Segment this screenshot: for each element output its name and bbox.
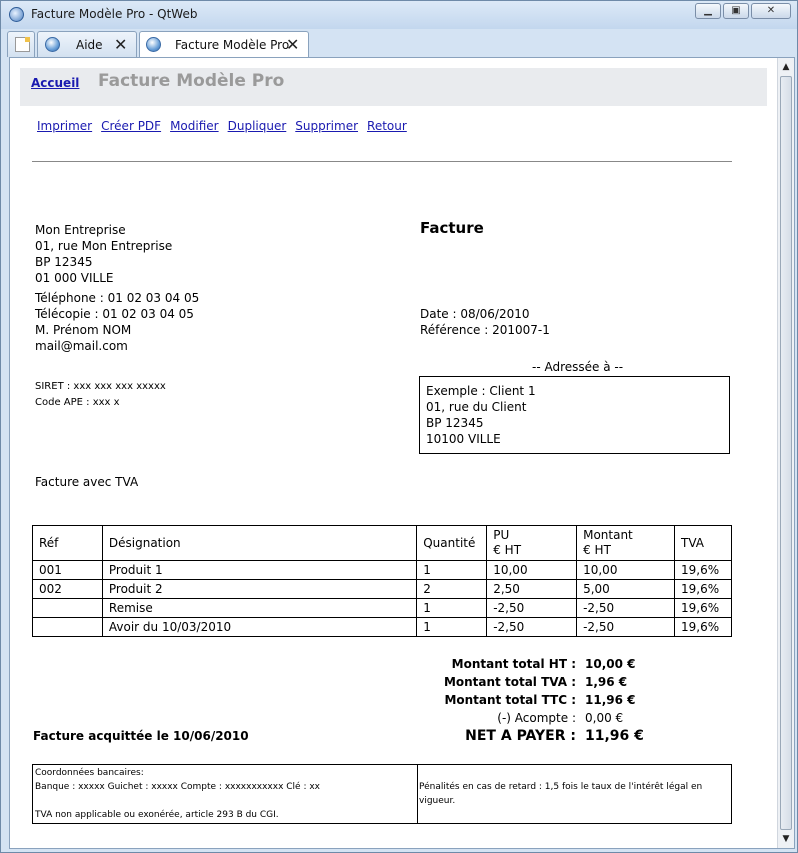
invoice-reference: Référence : 201007-1: [420, 323, 550, 337]
cell-ref: [33, 599, 103, 618]
company-phone: Téléphone : 01 02 03 04 05: [35, 291, 200, 305]
page-title: Facture Modèle Pro: [98, 71, 285, 91]
items-table: [32, 525, 732, 637]
qtweb-app-icon: [9, 7, 24, 22]
total-ttc-label: Montant total TTC :: [444, 693, 576, 707]
cell-quantity: 1: [417, 599, 487, 618]
tab-label: Aide: [76, 38, 103, 52]
net-to-pay-value: 11,96 €: [585, 728, 644, 744]
cell-designation: Produit 1: [102, 561, 416, 580]
bank-details: Banque : xxxxx Guichet : xxxxx Compte : xxxxxxxxxxx Clé : xx: [35, 782, 321, 792]
cell-tva: 19,6%: [674, 580, 731, 599]
company-siret: SIRET : xxx xxx xxx xxxxx: [35, 381, 166, 392]
scroll-up-icon[interactable]: ▲: [782, 62, 790, 72]
edit-link[interactable]: Modifier: [170, 119, 219, 133]
vertical-scrollbar[interactable]: [777, 58, 794, 848]
close-window-button[interactable]: ✕: [751, 3, 791, 19]
cell-tva: 19,6%: [674, 561, 731, 580]
net-to-pay-label: NET A PAYER :: [465, 728, 576, 744]
company-name: Mon Entreprise: [35, 223, 126, 237]
table-row: [33, 599, 732, 618]
cell-designation: Remise: [102, 599, 416, 618]
bank-title: Coordonnées bancaires:: [35, 768, 144, 778]
print-link[interactable]: Imprimer: [37, 119, 93, 133]
col-montant-line2: € HT: [583, 543, 611, 557]
cell-ref: [33, 618, 103, 637]
company-city: 01 000 VILLE: [35, 271, 114, 285]
scroll-thumb[interactable]: [780, 76, 792, 830]
page-header: [20, 68, 767, 106]
tva-note: Facture avec TVA: [35, 475, 139, 489]
paid-note: Facture acquittée le 10/06/2010: [33, 729, 249, 743]
cell-ref: 001: [33, 561, 103, 580]
client-address2: BP 12345: [426, 416, 484, 430]
close-tab-icon[interactable]: ✕: [114, 35, 128, 54]
company-contact: M. Prénom NOM: [35, 323, 132, 337]
penalties-cell: [418, 765, 732, 824]
cell-montant: -2,50: [577, 599, 675, 618]
company-ape: Code APE : xxx x: [35, 397, 120, 408]
invoice-title: Facture: [420, 219, 484, 237]
penalties-note: Pénalités en cas de retard : 1,5 fois le taux de l'intérêt légal en vigueur.: [419, 782, 703, 806]
total-tva-value: 1,96 €: [585, 675, 628, 689]
tab-aide[interactable]: [37, 31, 137, 57]
col-montant: [577, 526, 675, 561]
company-email: mail@mail.com: [35, 339, 128, 353]
col-ref: Réf: [33, 526, 103, 561]
acompte-value: 0,00 €: [585, 711, 624, 725]
company-address2: BP 12345: [35, 255, 93, 269]
tab-facture[interactable]: [139, 31, 309, 58]
minimize-button[interactable]: ▁: [695, 3, 721, 19]
new-page-icon: [15, 37, 30, 52]
invoice-page: [10, 58, 778, 848]
maximize-button[interactable]: ▣: [723, 3, 749, 19]
bank-details-cell: [33, 765, 418, 824]
cell-designation: Produit 2: [102, 580, 416, 599]
cell-quantity: 1: [417, 618, 487, 637]
cell-quantity: 1: [417, 561, 487, 580]
col-pu-line1: PU: [493, 528, 510, 542]
duplicate-link[interactable]: Dupliquer: [227, 119, 287, 133]
col-pu: [487, 526, 577, 561]
globe-icon: [45, 37, 60, 52]
col-tva: TVA: [674, 526, 731, 561]
client-city: 10100 VILLE: [426, 432, 501, 446]
total-ttc-value: 11,96 €: [585, 693, 636, 707]
company-address1: 01, rue Mon Entreprise: [35, 239, 173, 253]
client-name: Exemple : Client 1: [426, 384, 536, 398]
client-address-box: [419, 376, 730, 454]
home-link[interactable]: Accueil: [31, 76, 80, 90]
col-montant-line1: Montant: [583, 528, 633, 542]
tab-bar: [7, 31, 793, 57]
table-header-row: [33, 526, 732, 561]
back-link[interactable]: Retour: [367, 119, 407, 133]
delete-link[interactable]: Supprimer: [295, 119, 359, 133]
acompte-label: (-) Acompte :: [497, 711, 576, 725]
globe-icon: [146, 37, 161, 52]
new-tab-button[interactable]: [7, 31, 35, 57]
cell-montant: 5,00: [577, 580, 675, 599]
addressed-to-label: -- Adressée à --: [532, 360, 624, 374]
cell-pu: -2,50: [487, 618, 577, 637]
tva-exempt-note: TVA non applicable ou exonérée, article 293 B du CGI.: [35, 810, 279, 820]
title-bar: [1, 1, 797, 29]
tab-label: Facture Modèle Pro: [175, 38, 290, 52]
create-pdf-link[interactable]: Créer PDF: [101, 119, 162, 133]
page-viewport: [9, 57, 795, 849]
col-quantity: Quantité: [417, 526, 487, 561]
table-row: [33, 580, 732, 599]
footer-table: [32, 764, 732, 824]
cell-pu: -2,50: [487, 599, 577, 618]
company-fax: Télécopie : 01 02 03 04 05: [35, 307, 194, 321]
cell-ref: 002: [33, 580, 103, 599]
table-row: [33, 618, 732, 637]
scroll-down-icon[interactable]: ▼: [782, 834, 790, 844]
total-tva-label: Montant total TVA :: [443, 675, 576, 689]
cell-montant: -2,50: [577, 618, 675, 637]
cell-designation: Avoir du 10/03/2010: [102, 618, 416, 637]
cell-pu: 10,00: [487, 561, 577, 580]
col-designation: Désignation: [102, 526, 416, 561]
cell-pu: 2,50: [487, 580, 577, 599]
divider: [32, 161, 732, 162]
table-row: [33, 561, 732, 580]
close-tab-icon[interactable]: ✕: [286, 35, 300, 54]
action-links: [37, 119, 407, 133]
window-title: Facture Modèle Pro - QtWeb: [31, 7, 198, 21]
total-ht-label: Montant total HT :: [451, 657, 576, 671]
client-address1: 01, rue du Client: [426, 400, 527, 414]
total-ht-value: 10,00 €: [585, 657, 636, 671]
cell-montant: 10,00: [577, 561, 675, 580]
window-controls: [695, 3, 791, 19]
invoice-date: Date : 08/06/2010: [420, 307, 530, 321]
col-pu-line2: € HT: [493, 543, 522, 557]
cell-tva: 19,6%: [674, 599, 731, 618]
cell-tva: 19,6%: [674, 618, 731, 637]
cell-quantity: 2: [417, 580, 487, 599]
